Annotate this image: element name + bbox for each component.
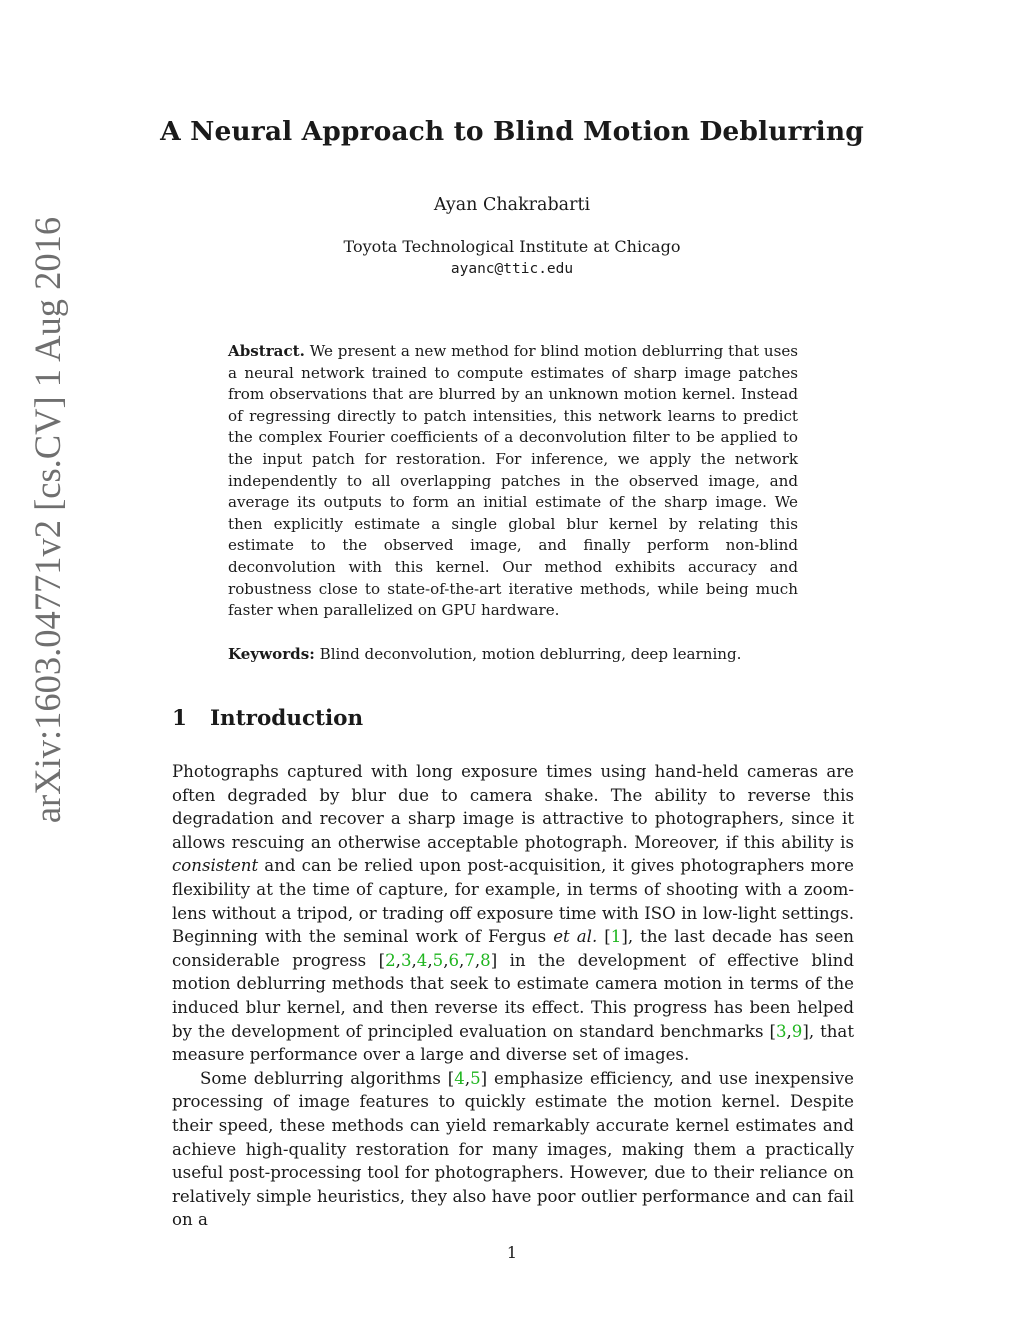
section-number: 1 — [172, 706, 187, 731]
citation-link[interactable]: 4 — [416, 950, 428, 970]
citation-link[interactable]: 5 — [470, 1068, 481, 1088]
abstract — [228, 341, 798, 622]
text-span: [ — [597, 927, 611, 947]
abstract-text: We present a new method for blind motion deblurring that uses a neural network trained to compute estimates of sharp image patches from observations that are blurred by an unknown motion kernel. Instead of regressing directly to patch intensities, this network learns to predict the complex Fourier coefficients of a deconvolution filter to be applied to the input patch for restoration. For inference, we apply the network independently to all overlapping patches in the observed image, and average its outputs to form an initial estimate of the sharp image. We then explicitly estimate a single global blur kernel by relating this estimate to the observed image, and finally perform non-blind deconvolution with this kernel. Our method exhibits accuracy and robustness close to state-of-the-art iterative methods, while being much faster when parallelized on GPU hardware. — [228, 342, 798, 620]
citation-link[interactable]: 7 — [464, 950, 475, 970]
text-span: ] emphasize efficiency, and use inexpensive processing of image features to quickly estimate the motion kernel. Despite their speed, these methods can yield remarkably accurate kernel estimates and achieve high-quality restoration for many images, making them a practically useful post-processing tool for photographers. However, due to their reliance on relatively simple heuristics, they also have poor outlier performance and can fail on a — [172, 1068, 854, 1230]
author-affiliation: Toyota Technological Institute at Chicago — [343, 237, 681, 256]
page-number: 1 — [506, 1243, 518, 1262]
paragraph-1: Photographs captured with long exposure times using hand-held cameras are often degraded by blur due to camera shake. The ability to reverse this degradation and recover a sharp image is attractive to photographers, since it allows rescuing an otherwise acceptable photograph. Moreover, if this ability is consistent and can be relied upon post-acquisition, it gives photographers more flexibility at the time of capture, for example, in terms of shooting with a zoom-lens without a tripod, or trading off exposure time with ISO in low-light settings. Beginning with the seminal work of Fergus et al. [1], the last decade has seen considerable progress [2,3,4,5,6,7,8] in the development of effective blind motion deblurring methods that seek to estimate camera motion in terms of the induced blur kernel, and then reverse its effect. This progress has been helped by the development of principled evaluation on standard benchmarks [3,9], that measure performance over a large and diverse set of images. — [172, 762, 854, 1065]
citation-link[interactable]: 2 — [385, 950, 396, 970]
introduction-body — [172, 760, 854, 1232]
paragraph-2: Some deblurring algorithms [4,5] emphasize efficiency, and use inexpensive processing of image features to quickly estimate the motion kernel. Despite their speed, these methods can yield remarkably accurate kernel estimates and achieve high-quality restoration for many images, making them a practically useful post-processing tool for photographers. However, due to their reliance on relatively simple heuristics, they also have poor outlier performance and can fail on a — [172, 1068, 854, 1230]
emphasis: et al. — [553, 927, 598, 947]
citation-link[interactable]: 5 — [432, 950, 444, 970]
text-span: Some deblurring algorithms [ — [200, 1068, 455, 1088]
keywords — [228, 644, 798, 666]
keywords-text: Blind deconvolution, motion deblurring, deep learning. — [319, 645, 742, 663]
author-name: Ayan Chakrabarti — [433, 195, 591, 215]
citation-link[interactable]: 8 — [480, 950, 491, 970]
emphasis: consistent — [172, 856, 259, 876]
abstract-label: Abstract. — [228, 342, 305, 360]
paper-title: A Neural Approach to Blind Motion Deblurring — [160, 116, 864, 147]
author-email[interactable]: ayanc@ttic.edu — [450, 261, 574, 277]
text-span: ] in the development of effective blind motion deblurring methods that seek to estimate camera motion in terms of the induced blur kernel, and then reverse its effect. This progress has been helped by the development of principled evaluation on standard benchmarks [ — [172, 950, 854, 1041]
citation-link[interactable]: 3 — [400, 950, 412, 970]
text-span: and can be relied upon post-acquisition, it gives photographers more flexibility at the time of capture, for example, in terms of shooting with a zoom-lens without a tripod, or trading off exposure time with ISO in low-light settings. Beginning with the seminal work of Fergus — [172, 856, 854, 947]
section-title: Introduction — [210, 706, 364, 731]
text-span: ], the last decade has seen considerable progress [ — [172, 927, 854, 970]
keywords-label: Keywords: — [228, 645, 315, 663]
arxiv-identifier-stamp: arXiv:1603.04771v2 [cs.CV] 1 Aug 2016 — [27, 216, 68, 824]
section-heading-introduction — [172, 706, 363, 731]
text-span: ], that measure performance over a large and diverse set of images. — [172, 1021, 854, 1065]
citation-link[interactable]: 6 — [448, 950, 460, 970]
citation-link[interactable]: 1 — [610, 927, 622, 947]
citation-link[interactable]: 4 — [454, 1068, 465, 1088]
citation-link[interactable]: 9 — [791, 1021, 803, 1041]
text-span: Photographs captured with long exposure times using hand-held cameras are often degraded by blur due to camera shake. The ability to reverse this degradation and recover a sharp image is attractive to photographers, since it allows rescuing an otherwise acceptable photograph. Moreover, if this ability is — [172, 762, 854, 852]
citation-link[interactable]: 3 — [775, 1021, 787, 1041]
